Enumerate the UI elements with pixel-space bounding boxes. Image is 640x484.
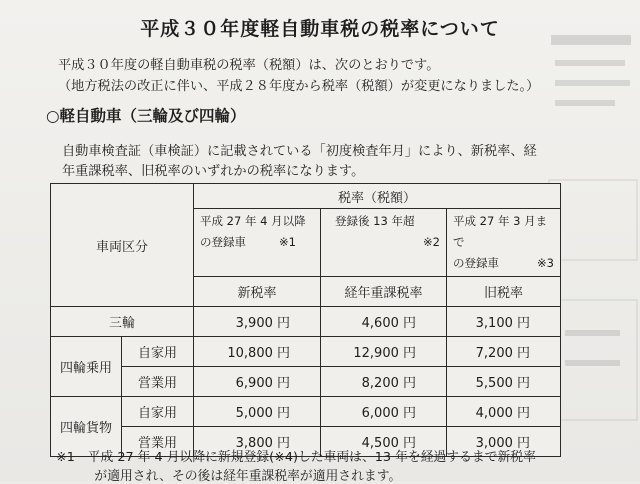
vehicle-category-header: 車両区分 [51, 184, 194, 307]
cell-kamotsu-business-heavy: 4,500 円 [321, 427, 447, 457]
table-row [51, 397, 561, 427]
col-note-old [447, 209, 561, 277]
col-name-new: 新税率 [194, 277, 321, 307]
row-use-label: 自家用 [122, 397, 194, 427]
row-label-yonrin-jouyou: 四輪乗用 [51, 337, 122, 397]
col-note-heavy-line1: 登録後 13 年超 [335, 214, 415, 228]
cell-kamotsu-private-new: 5,000 円 [194, 397, 321, 427]
circle-bullet-icon: ○ [46, 107, 60, 125]
row-label-sanrin: 三輪 [51, 307, 194, 337]
table-row [51, 337, 561, 367]
col-note-new [194, 209, 321, 277]
paragraph-line-1: 自動車検査証（車検証）に記載されている「初度検査年月」により、新税率、経 [62, 144, 537, 159]
col-note-old-line1: 平成 27 年 3 月まで [453, 214, 548, 249]
cell-sanrin-old: 3,100 円 [447, 307, 561, 337]
cell-kamotsu-private-heavy: 6,000 円 [321, 397, 447, 427]
col-note-new-line1: 平成 27 年 4 月以降 [200, 214, 306, 228]
col-note-heavy [321, 209, 447, 277]
col-note-old-line2: の登録車 [453, 256, 499, 270]
cell-jouyou-private-new: 10,800 円 [194, 337, 321, 367]
col-note-heavy-ref: ※2 [423, 235, 440, 249]
cell-jouyou-private-old: 7,200 円 [447, 337, 561, 367]
table-row [51, 307, 561, 337]
cell-jouyou-business-old: 5,500 円 [447, 367, 561, 397]
row-label-yonrin-kamotsu: 四輪貨物 [51, 397, 122, 457]
col-name-old: 旧税率 [447, 277, 561, 307]
tax-rate-table [50, 183, 561, 457]
intro-line-2: （地方税法の改正に伴い、平成２８年度から税率（税額）が変更になりました。） [58, 79, 540, 94]
cell-sanrin-new: 3,900 円 [194, 307, 321, 337]
table-row [51, 367, 561, 397]
row-use-label: 営業用 [122, 427, 194, 457]
page-title: 平成３０年度軽自動車税の税率について [140, 18, 500, 40]
tax-rate-header: 税率（税額） [194, 184, 561, 209]
footnote-line-2: が適用され、その後は経年重課税率が適用されます。 [56, 469, 402, 484]
cell-kamotsu-business-old: 3,000 円 [447, 427, 561, 457]
cell-jouyou-business-new: 6,900 円 [194, 367, 321, 397]
cell-sanrin-heavy: 4,600 円 [321, 307, 447, 337]
row-use-label: 営業用 [122, 367, 194, 397]
col-note-new-ref: ※1 [279, 235, 296, 249]
cell-jouyou-business-heavy: 8,200 円 [321, 367, 447, 397]
cell-kamotsu-private-old: 4,000 円 [447, 397, 561, 427]
cell-jouyou-private-heavy: 12,900 円 [321, 337, 447, 367]
col-name-heavy: 経年重課税率 [321, 277, 447, 307]
section-heading-label: 軽自動車（三輪及び四輪） [59, 107, 246, 125]
intro-line-1: 平成３０年度の軽自動車税の税率（税額）は、次のとおりです。 [58, 58, 440, 73]
footnote-line-1: ※1 平成 27 年 4 月以降に新規登録(※4)した車両は、13 年を経過するまで新税率 [56, 450, 536, 465]
paragraph-line-2: 年重課税率、旧税率のいずれかの税率になります。 [62, 164, 365, 179]
row-use-label: 自家用 [122, 337, 194, 367]
col-note-new-line2: の登録車 [200, 235, 246, 249]
cell-kamotsu-business-new: 3,800 円 [194, 427, 321, 457]
section-heading [46, 104, 246, 126]
col-note-old-ref: ※3 [537, 256, 554, 270]
